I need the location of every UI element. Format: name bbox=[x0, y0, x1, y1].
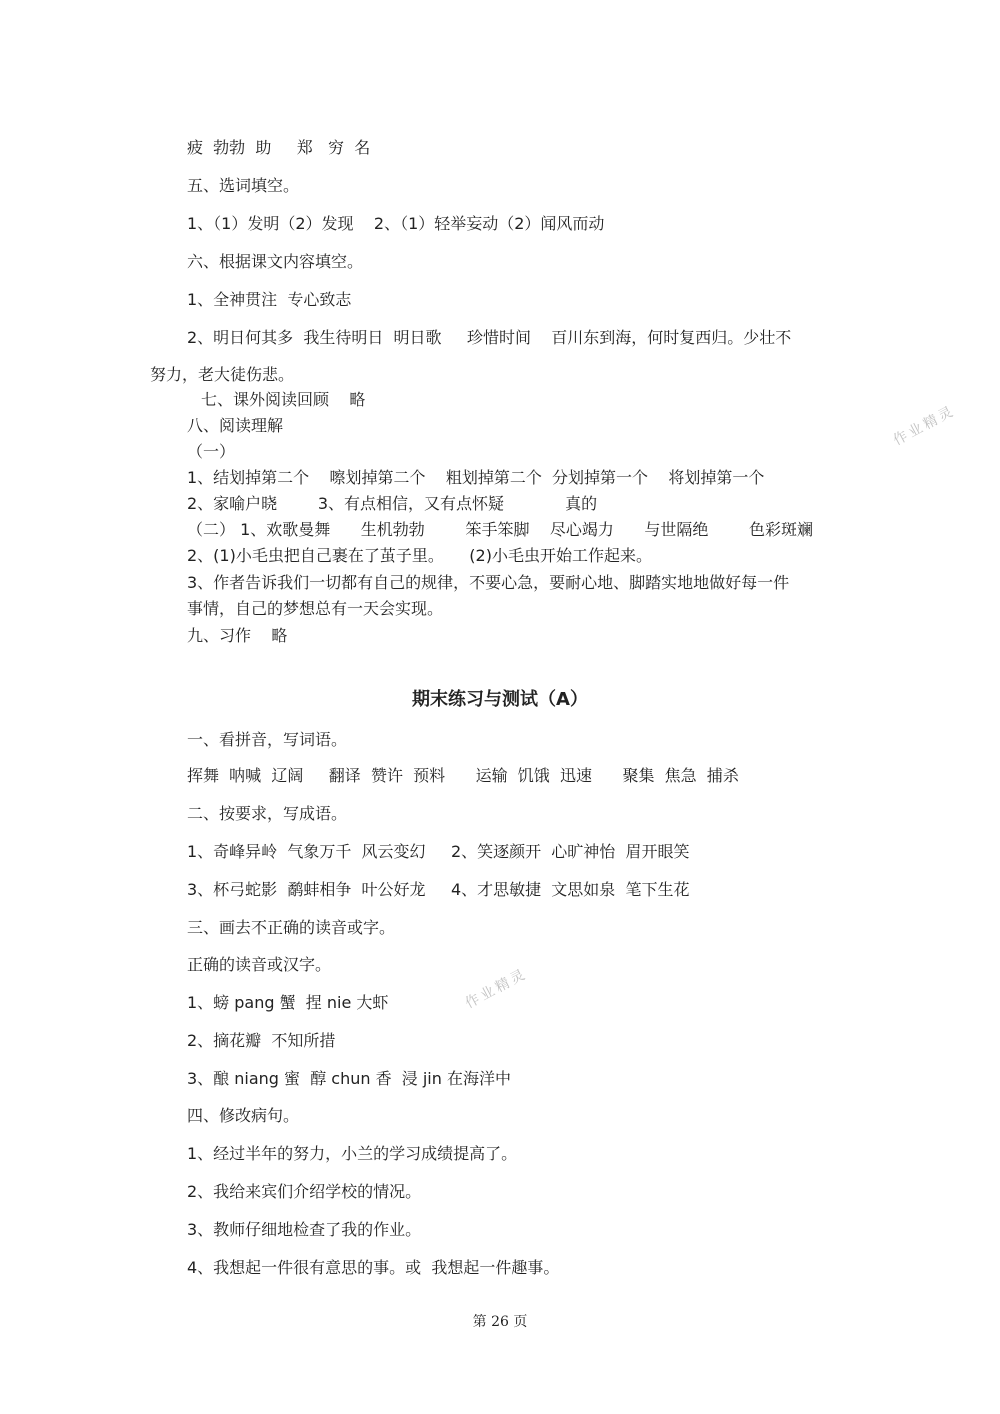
answer-line: 1、奇峰异岭 气象万千 风云变幻 2、笑逐颜开 心旷神怡 眉开眼笑 bbox=[187, 842, 690, 861]
page-number: 第 26 页 bbox=[472, 1314, 528, 1330]
question-heading: 七、课外阅读回顾 略 bbox=[201, 390, 366, 409]
question-heading: 五、选词填空。 bbox=[187, 176, 300, 195]
watermark: 作业精灵 bbox=[462, 965, 531, 1012]
watermark: 作业精灵 bbox=[890, 402, 959, 449]
answer-line: 2、摘花瓣 不知所措 bbox=[187, 1031, 336, 1050]
answer-line: （一） bbox=[187, 442, 236, 461]
question-heading: 八、阅读理解 bbox=[187, 416, 284, 435]
answer-line: 事情，自己的梦想总有一天会实现。 bbox=[187, 599, 444, 618]
answer-line: 2、(1)小毛虫把自己裹在了茧子里。 (2)小毛虫开始工作起来。 bbox=[187, 546, 652, 565]
answer-line: 1、螃 pang 蟹 捏 nie 大虾 bbox=[187, 993, 389, 1012]
question-heading: 一、看拼音，写词语。 bbox=[187, 730, 348, 749]
answer-line: 1、全神贯注 专心致志 bbox=[187, 290, 352, 309]
answer-line: 3、杯弓蛇影 鹬蚌相争 叶公好龙 4、才思敏捷 文思如泉 笔下生花 bbox=[187, 880, 690, 899]
answer-line: 3、作者告诉我们一切都有自己的规律，不要心急，要耐心地、脚踏实地地做好每一件 bbox=[187, 573, 790, 592]
answer-line: 1、经过半年的努力，小兰的学习成绩提高了。 bbox=[187, 1144, 518, 1163]
question-heading: 九、习作 略 bbox=[187, 626, 288, 645]
answer-line: 努力，老大徒伤悲。 bbox=[150, 365, 295, 384]
answer-line: 疲 勃勃 助 郑 穷 名 bbox=[187, 138, 371, 157]
question-heading: 二、按要求，写成语。 bbox=[187, 804, 348, 823]
answer-line: 2、明日何其多 我生待明日 明日歌 珍惜时间 百川东到海，何时复西归。少壮不 bbox=[187, 328, 792, 347]
answer-line: 正确的读音或汉字。 bbox=[187, 955, 332, 974]
question-heading: 四、修改病句。 bbox=[187, 1106, 300, 1125]
answer-line: 挥舞 呐喊 辽阔 翻译 赞许 预料 运输 饥饿 迅速 聚集 焦急 捕杀 bbox=[187, 766, 739, 785]
answer-line: 1、结划掉第二个 嚓划掉第二个 粗划掉第二个 分划掉第一个 将划掉第一个 bbox=[187, 468, 765, 487]
answer-line: （二） 1、欢歌曼舞 生机勃勃 笨手笨脚 尽心竭力 与世隔绝 色彩斑斓 bbox=[187, 520, 814, 539]
answer-line: 2、我给来宾们介绍学校的情况。 bbox=[187, 1182, 422, 1201]
answer-line: 4、我想起一件很有意思的事。或 我想起一件趣事。 bbox=[187, 1258, 560, 1277]
question-heading: 三、画去不正确的读音或字。 bbox=[187, 918, 396, 937]
question-heading: 六、根据课文内容填空。 bbox=[187, 252, 364, 271]
answer-line: 3、教师仔细地检查了我的作业。 bbox=[187, 1220, 422, 1239]
answer-line: 1、（1）发明（2）发现 2、（1）轻举妄动（2）闻风而动 bbox=[187, 214, 605, 233]
answer-line: 3、酿 niang 蜜 醇 chun 香 浸 jin 在海洋中 bbox=[187, 1069, 511, 1088]
answer-line: 2、家喻户晓 3、有点相信，又有点怀疑 真的 bbox=[187, 494, 598, 513]
section-title: 期末练习与测试（A） bbox=[412, 689, 588, 710]
